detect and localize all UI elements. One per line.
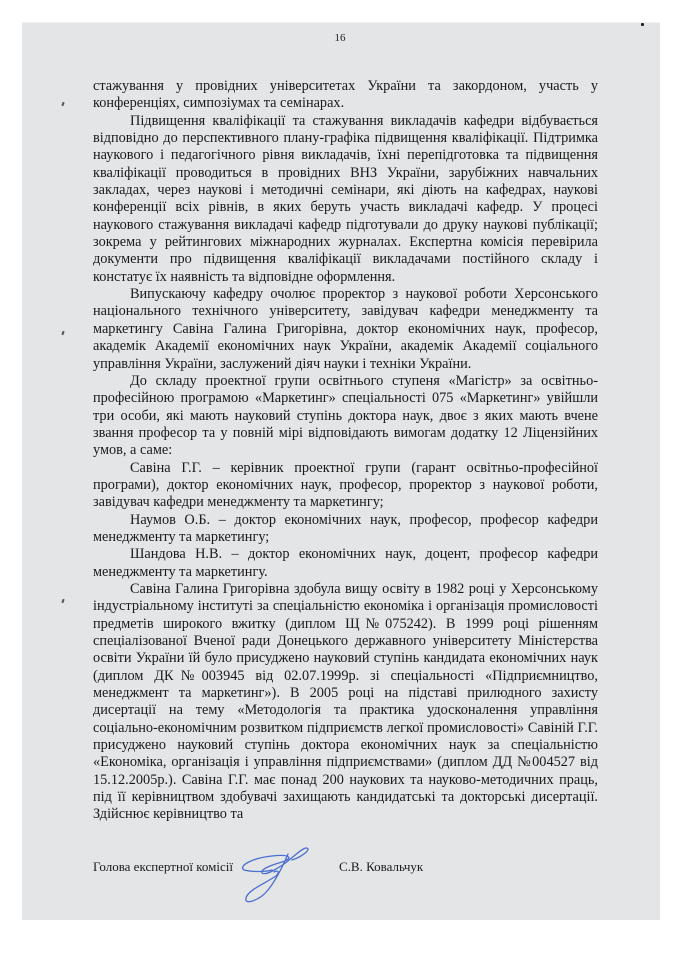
scan-speck bbox=[641, 23, 644, 26]
document-body bbox=[93, 78, 598, 824]
paragraph: Шандова Н.В. – доктор економічних наук, доцент, професор кафедри менеджменту та маркетингу. bbox=[93, 546, 598, 580]
paragraph: Випускаючу кафедру очолює проректор з наукової роботи Херсонського національного технічного університету, завідувач кафедри менеджменту та маркетингу Савіна Галина Григорівна, доктор економічних наук, професор, академік Академії економічних наук України, академік Академії соціального управління України, заслужений діяч науки і техніки України. bbox=[93, 286, 598, 372]
paragraph: Савіна Галина Григорівна здобула вищу освіту в 1982 році у Херсонському індустріальному інституті за спеціальністю економіка і організація промисловості предметів широкого вжитку (диплом Щ№075242). В 1999 році рішенням спеціалізованої Вченої ради Донецького державного університету Міністерства освіти України їй було присуджено науковий ступінь кандидата економічних наук (диплом ДК№003945 від 02.07.1999р. зі спеціальності «Підприємництво, менеджмент та маркетинг»). В 2005 році на підставі прилюдного захисту дисертації на тему «Методологія та практика удосконалення управління соціально-економічним розвитком підприємств легкої промисловості» Савіній Г.Г. присуджено науковий ступінь доктора економічних наук за спеціальністю «Економіка, організація і управління підприємствами» (диплом ДД №004527 від 15.12.2005р.). Савіна Г.Г. має понад 200 наукових та науково-методичних праць, під її керівництвом здобувачі захищають кандидатські та докторські дисертації. Здійснює керівництво та bbox=[93, 580, 598, 823]
handwritten-signature bbox=[232, 840, 312, 908]
signature-block bbox=[93, 859, 598, 879]
paragraph: До складу проектної групи освітнього ступеня «Магістр» за освітньо-професійною програмою «Маркетинг» спеціальності 075 «Маркетинг» увійшли три особи, які мають науковий ступінь доктора наук, двоє з яких мають вчене звання професор та у повній мірі відповідають вимогам додатку 12 Ліцензійних умов, а саме: bbox=[93, 372, 598, 459]
signatory-role: Голова експертної комісії bbox=[93, 859, 234, 874]
paragraph: Підвищення кваліфікації та стажування викладачів кафедри відбувається відповідно до перспективного плану-графіка підвищення кваліфікації. Підтримка наукового і педагогічного рівня викладачів, їхні перепідготовка та підвищення кваліфікації проводиться в провідних ВНЗ України, зарубіжних навчальних закладах, через наукові і методичні семінари, які діють на кафедрах, наукові конференції всіх рівнів, в яких беруть участь викладачі кафедр. У процесі наукового стажування викладачі кафедр підготували до друку наукові публікації; зокрема у рейтингових міжнародних журналах. Експертна комісія перевірила документи про підвищення кваліфікації викладачами постійного складу і констатує їх наявність та відповідне оформлення. bbox=[93, 112, 598, 285]
paragraph: стажування у провідних університетах України та закордоном, участь у конференціях, симпозіумах та семінарах. bbox=[93, 78, 598, 112]
paragraph: Савіна Г.Г. – керівник проектної групи (гарант освітньо-професійної програми), доктор економічних наук, професор, проректор з наукової роботи, завідувач кафедри менеджменту та маркетингу; bbox=[93, 459, 598, 511]
signatory-name: С.В. Ковальчук bbox=[339, 859, 424, 874]
paragraph: Наумов О.Б. – доктор економічних наук, професор, професор кафедри менеджменту та маркетингу; bbox=[93, 511, 598, 545]
page-number: 16 bbox=[334, 32, 346, 44]
